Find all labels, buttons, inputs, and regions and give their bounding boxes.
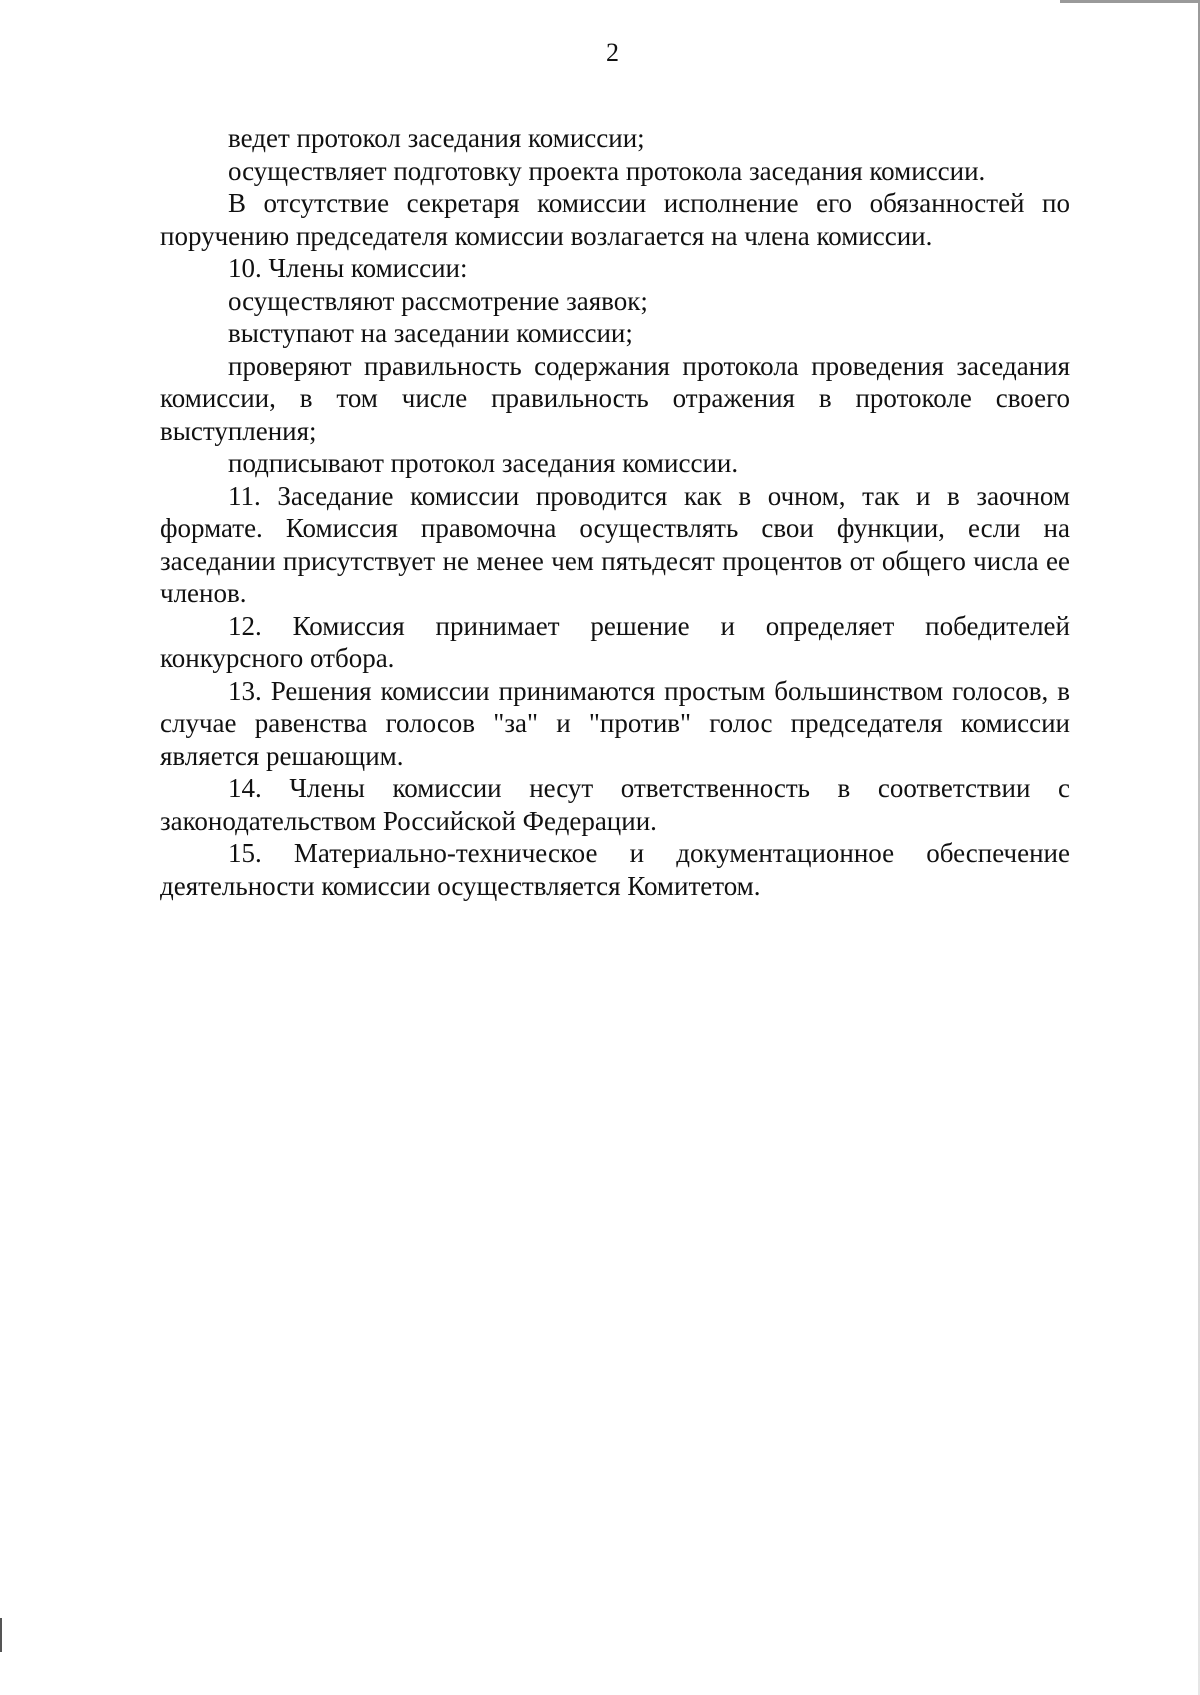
paragraph-review-applications: осуществляют рассмотрение заявок;: [228, 285, 648, 316]
paragraph-sign-protocol: подписывают протокол заседания комиссии.: [228, 448, 739, 478]
scan-mark-left: [0, 1618, 2, 1652]
paragraph-item-14: 14. Члены комиссии несут ответственность в соответствии с законодательством Российской Федерации.: [160, 773, 1070, 836]
scan-edge-top: [1060, 0, 1200, 3]
page-number: 2: [606, 38, 619, 67]
paragraph-speak-at-meeting: выступают на заседании комиссии;: [228, 318, 633, 348]
paragraph-item-13: 13. Решения комиссии принимаются простым большинством голосов, в случае равенства голосов "за" и "против" голос председателя комиссии является решающим.: [160, 675, 1070, 771]
paragraph-secretary-absence: В отсутствие секретаря комиссии исполнение его обязанностей по поручению председателя комиссии возлагается на члена комиссии.: [160, 188, 1070, 251]
paragraph-protocol-keeping: ведет протокол заседания комиссии;: [228, 123, 645, 153]
paragraph-item-12: 12. Комиссия принимает решение и определяет победителей конкурсного отбора.: [160, 610, 1070, 673]
document-body: [160, 122, 1070, 902]
paragraph-item-10: 10. Члены комиссии:: [228, 253, 468, 283]
paragraph-protocol-draft: осуществляет подготовку проекта протокола заседания комиссии.: [228, 155, 986, 186]
paragraph-item-15: 15. Материально-техническое и документационное обеспечение деятельности комиссии осуществляется Комитетом.: [160, 838, 1070, 901]
paragraph-item-11: 11. Заседание комиссии проводится как в очном, так и в заочном формате. Комиссия правомочна осуществлять свои функции, если на заседании присутствует не менее чем пятьдесят процентов от общего числа ее членов.: [160, 480, 1070, 608]
paragraph-verify-protocol: проверяют правильность содержания протокола проведения заседания комиссии, в том числе правильность отражения в протоколе своего выступления;: [160, 350, 1070, 446]
